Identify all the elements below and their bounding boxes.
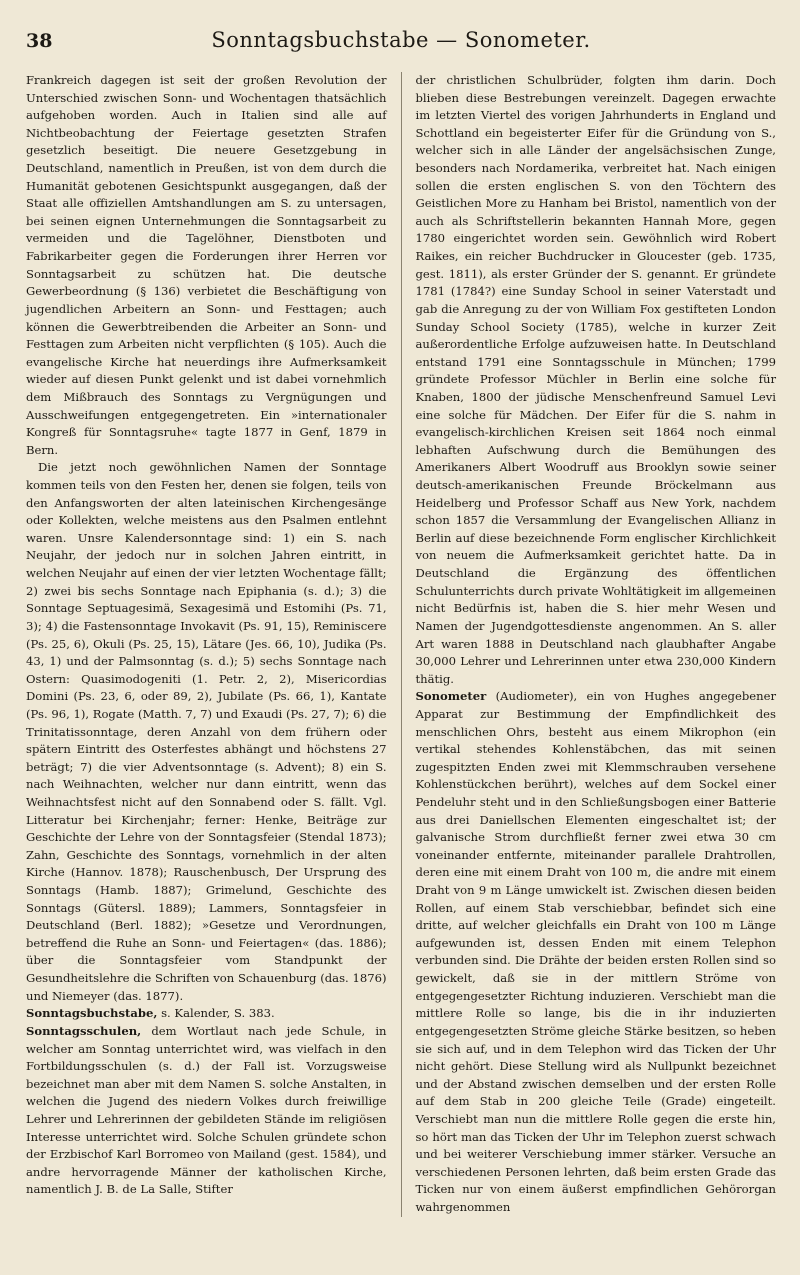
paragraph: Die jetzt noch gewöhnlichen Namen der Sonntage kommen teils von den Festen her, denen sie folgen, teils von den Anfangsworten der alten lateinischen Kirchengesänge oder Kollekten, welche meistens aus den Psalmen entlehnt waren. Unsre Kalendersonntage sind: 1) ein S. nach Neujahr, der jedoch nur in solchen Jahren eintritt, in welchen Neujahr auf einen der vier letzten Wochentage fällt; 2) zwei bis sechs Sonntage nach Epiphania (s. d.); 3) die Sonntage Septuagesimä, Sexagesimä und Estomihi (Ps. 71, 3); 4) die Fastensonntage Invokavit (Ps. 91, 15), Reminiscere (Ps. 25, 6), Okuli (Ps. 25, 15), Lätare (Jes. 66, 10), Judika (Ps. 43, 1) und der Palmsonntag (s. d.); 5) sechs Sonntage nach Ostern: Quasimodogeniti (1. Petr. 2, 2), Misericordias Domini (Ps. 23, 6, oder 89, 2), Jubilate (Ps. 66, 1), Kantate (Ps. 96, 1), Rogate (Matth. 7, 7) und Exaudi (Ps. 27, 7); 6) die Trinitatissonntage, deren Anzahl von dem frühern oder spätern Eintritt des Osterfestes abhängt und höchstens 27 beträgt; 7) die vier Adventsonntage (s. Advent); 8) ein S. nach Weihnachten, welcher nur dann eintritt, wenn das Weihnachtsfest nicht auf den Sonnabend oder S. fällt. Vgl. Litteratur bei Kirchenjahr; ferner: Henke, Beiträge zur Geschichte der Lehre von der Sonntagsfeier (Stendal 1873); Zahn, Geschichte des Sonntags, vornehmlich in der alten Kirche (Hannov. 1878); Rauschenbusch, Der Ursprung des Sonntags (Hamb. 1887); Grimelund, Geschichte des Sonntags (Gütersl. 1889); Lammers, Sonntagsfeier in Deutschland (Berl. 1882); »Gesetze und Verordnungen, betreffend die Ruhe an Sonn- und Feiertagen« (das. 1886); über die Sonntagsfeier vom Standpunkt der Gesundheitslehre die Schriften von Schauenburg (das. 1876) und Niemeyer (das. 1877).	[26, 460, 387, 1003]
running-head: Sonntagsbuchstabe — Sonometer.	[211, 28, 591, 52]
page-header	[26, 28, 776, 64]
entry-sonometer	[415, 688, 776, 1216]
entry-headword: Sonometer	[415, 689, 487, 704]
entry-sonntagsbuchstabe	[26, 1005, 387, 1023]
entry-text: dem Wortlaut nach jede Schule, in welcher am Sonntag unterrichtet wird, was vielfach in den Fortbildungsschulen (s. d.) der Fall ist. Vorzugsweise bezeichnet man aber mit dem Namen S. solche Anstalten, in welchen die Jugend des niedern Volkes durch freiwillige Lehrer und Lehrerinnen der gebildeten Stände im religiösen Interesse unterrichtet wird. Solche Schulen gründete schon der Erzbischof Karl Borromeo von Mailand (gest. 1584), und andre hervorragende Männer der katholischen Kirche, namentlich J. B. de La Salle, Stifter	[26, 1023, 387, 1197]
paragraph: Frankreich dagegen ist seit der großen Revolution der Unterschied zwischen Sonn- und Wochentagen thatsächlich aufgehoben worden. Auch in Italien sind alle auf Nichtbeobachtung der Feiertage gesetzten Strafen gesetzlich beseitigt. Die neuere Gesetzgebung in Deutschland, namentlich in Preußen, ist von dem durch die Humanität gebotenen Gesichtspunkt ausgegangen, daß der Staat alle offiziellen Amtshandlungen am S. zu untersagen, bei seinen eignen Unternehmungen die Sonntagsarbeit zu vermeiden und die Tagelöhner, Dienstboten und Fabrikarbeiter gegen die Forderungen ihrer Herren vor Sonntagsarbeit zu schützen hat. Die deutsche Gewerbeordnung (§ 136) verbietet die Beschäftigung von jugendlichen Arbeitern an Sonn- und Festtagen; auch können die Gewerbtreibenden die Arbeiter an Sonn- und Festtagen zum Arbeiten nicht verpflichten (§ 105). Auch die evangelische Kirche hat neuerdings ihre Aufmerksamkeit wieder auf diesen Punkt gelenkt und ist dabei vornehmlich dem Mißbrauch des Sonntags zu Vergnügungen und Ausschweifungen entgegengetreten. Ein »internationaler Kongreß für Sonntagsruhe« tagte 1877 in Genf, 1879 in Bern.	[26, 73, 387, 457]
text-columns	[26, 72, 776, 1217]
page-number: 38	[26, 30, 53, 52]
entry-text: s. Kalender, S. 383.	[157, 1006, 275, 1021]
entry-text: (Audiometer), ein von Hughes angegebener Apparat zur Bestimmung der Empfindlichkeit des menschlichen Ohrs, besteht aus einem Mikrophon (ein vertikal stehendes Kohlenstäbchen, das mit seinen zugespitzten Enden zwei mit Klemmschrauben versehene Kohlenstückchen berührt), welches auf dem Sockel einer Pendeluhr steht und in den Schließungsbogen einer Batterie aus drei Daniellschen Elementen eingeschaltet ist; der galvanische Strom durchfließt ferner zwei etwa 30 cm voneinander entfernte, miteinander parallele Drahtrollen, deren eine mit einem Draht von 100 m, die andre mit einem Draht von 9 m Länge umwickelt ist. Zwischen diesen beiden Rollen, auf einem Stab verschiebbar, befindet sich eine dritte, auf welcher gleichfalls ein Draht von 100 m Länge aufgewunden ist, dessen Enden mit einem Telephon verbunden sind. Die Drähte der beiden ersten Rollen sind so gewickelt, daß sie in der mittlern Ströme von entgegengesetzter Richtung induzieren. Verschiebt man die mittlere Rolle so lange, bis die in ihr induzierten entgegengesetzten Ströme gleiche Stärke besitzen, so heben sie sich auf, und in dem Telephon wird das Ticken der Uhr nicht gehört. Diese Stellung wird als Nullpunkt bezeichnet und der Abstand zwischen demselben und der ersten Rolle auf dem Stab in 200 gleiche Teile (Grade) eingeteilt. Verschiebt man nun die mittlere Rolle gegen die erste hin, so hört man das Ticken der Uhr im Telephon zuerst schwach und bei weiterer Verschiebung immer stärker. Versuche an verschiedenen Personen lehrten, daß beim ersten Grade das Ticken nur von einem äußerst empfindlichen Gehörorgan wahrgenommen	[415, 689, 776, 1214]
entry-headword: Sonntagsschulen,	[26, 1023, 142, 1038]
entry-sonntagsschulen	[26, 1023, 387, 1199]
left-column	[26, 72, 387, 1217]
right-column	[415, 72, 776, 1217]
paragraph: der christlichen Schulbrüder, folgten ihm darin. Doch blieben diese Bestrebungen vereinzelt. Dagegen erwachte im letzten Viertel des vorigen Jahrhunderts in England und Schottland ein begeisterter Eifer für die Gründung von S., welcher sich in alle Länder der angelsächsischen Zunge, besonders nach Nordamerika, verbreitet hat. Nach einigen sollen die ersten englischen S. von den Töchtern des Geistlichen More zu Hanham bei Bristol, namentlich von der auch als Schriftstellerin bekannten Hannah More, gegen 1780 eingerichtet worden sein. Gewöhnlich wird Robert Raikes, ein reicher Buchdrucker in Gloucester (geb. 1735, gest. 1811), als erster Gründer der S. genannt. Er gründete 1781 (1784?) eine Sunday School in seiner Vaterstadt und gab die Anregung zu der von William Fox gestifteten London Sunday School Society (1785), welche in kurzer Zeit außerordentliche Erfolge aufzuweisen hatte. In Deutschland entstand 1791 eine Sonntagsschule in München; 1799 gründete Professor Müchler in Berlin eine solche für Knaben, 1800 der jüdische Menschenfreund Samuel Levi eine solche für Mädchen. Der Eifer für die S. nahm in evangelisch-kirchlichen Kreisen seit 1864 noch einmal lebhaften Aufschwung durch die Bemühungen des Amerikaners Albert Woodruff aus Brooklyn sowie seiner deutsch-amerikanischen Freunde Bröckelmann aus Heidelberg und Professor Schaff aus New York, nachdem schon 1857 die Versammlung der Evangelischen Allianz in Berlin auf diese bezeichnende Form englischer Kirchlichkeit von neuem die Aufmerksamkeit gerichtet hatte. Da in Deutschland die Ergänzung des öffentlichen Schulunterrichts durch private Wohltätigkeit im allgemeinen nicht Bedürfnis ist, haben die S. hier mehr Wesen und Namen der Jugendgottesdienste angenommen. An S. aller Art waren 1888 in Deutschland nach glaubhafter Angabe 30,000 Lehrer und Lehrerinnen unter etwa 230,000 Kindern thätig.	[415, 73, 776, 686]
entry-headword: Sonntagsbuchstabe,	[26, 1006, 158, 1021]
column-divider	[401, 72, 402, 1217]
